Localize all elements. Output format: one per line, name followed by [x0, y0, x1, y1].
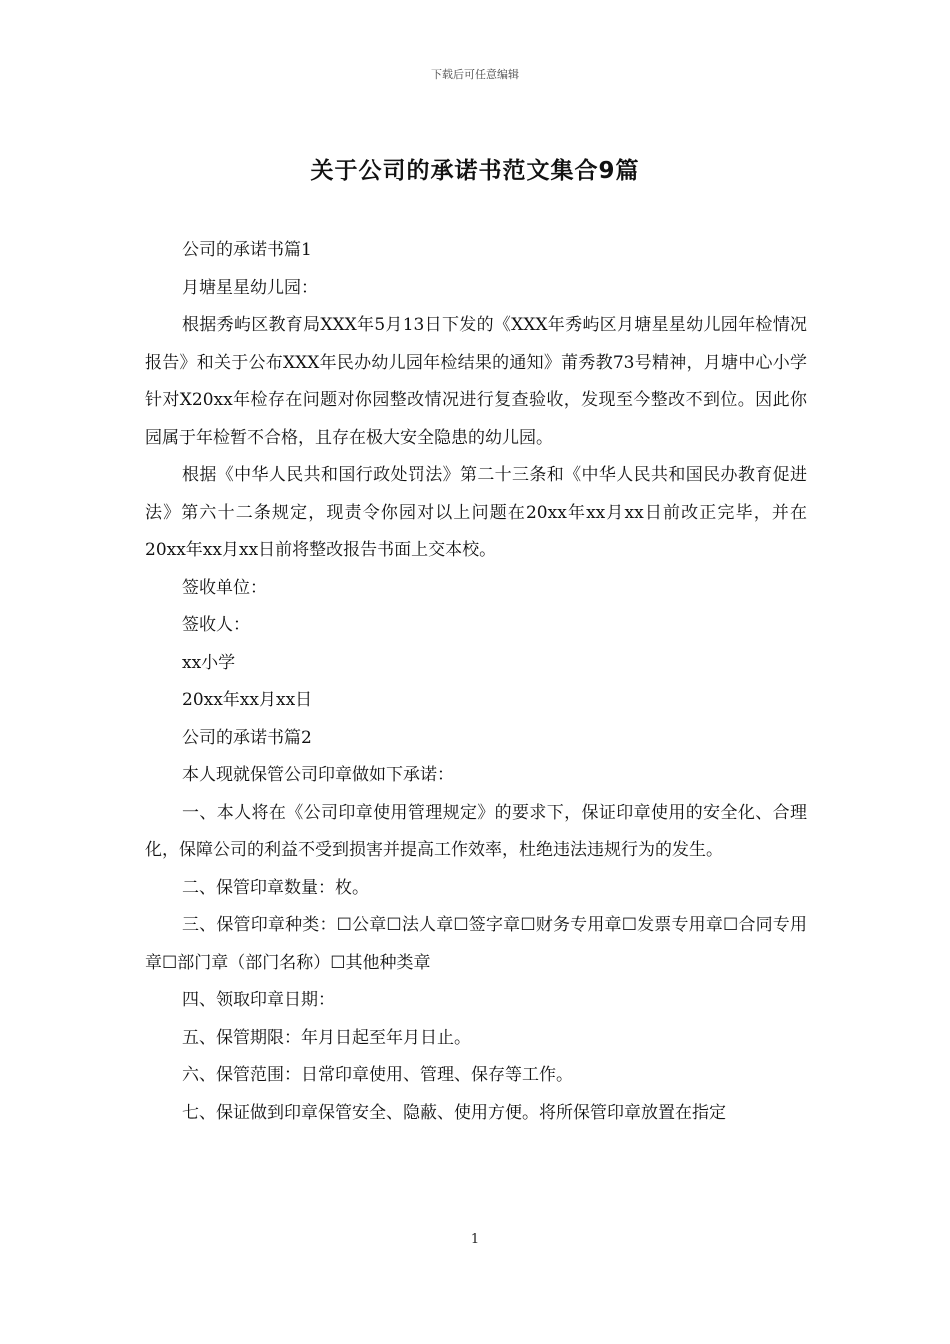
paragraph-heading-1: 公司的承诺书篇1 [182, 240, 312, 260]
paragraph: 五、保管期限：年月日起至年月日止。 [182, 1027, 471, 1048]
signer-line: 签收人： [182, 615, 250, 635]
paragraph-salutation: 月塘星星幼儿园： [182, 277, 318, 298]
paragraph: 一、本人将在《公司印章使用管理规定》的要求下，保证印章使用的安全化、合理化，保障公司的利益不受到损害并提高工作效率，杜绝违法违规行为的发生。 [145, 802, 807, 860]
paragraph: 四、领取印章日期： [182, 990, 335, 1010]
paragraph: 三、保管印章种类：☐公章☐法人章☐签字章☐财务专用章☐发票专用章☐合同专用章☐部门章（部门名称）☐其他种类章 [145, 915, 807, 973]
paragraph: 七、保证做到印章保管安全、隐蔽、使用方便。将所保管印章放置在指定 [182, 1102, 726, 1123]
paragraph: 根据秀屿区教育局XXX年5月13日下发的《XXX年秀屿区月塘星星幼儿园年检情况报告》和关于公布XXX年民办幼儿园年检结果的通知》莆秀教73号精神，月塘中心小学针对X20xx年检存在问题对你园整改情况进行复查验收，发现至今整改不到位。因此你园属于年检暂不合格，且存在极大安全隐患的幼儿园。 [145, 315, 807, 448]
date-line: 20xx年xx月xx日 [182, 690, 313, 710]
school-name-line: xx小学 [182, 652, 236, 673]
paragraph: 六、保管范围：日常印章使用、管理、保存等工作。 [182, 1065, 573, 1085]
page-number: 1 [470, 1232, 480, 1247]
signing-unit-line: 签收单位： [182, 577, 267, 598]
paragraph: 根据《中华人民共和国行政处罚法》第二十三条和《中华人民共和国民办教育促进法》第六十二条规定，现责令你园对以上问题在20xx年xx月xx日前改正完毕，并在20xx年xx月xx日前将整改报告书面上交本校。 [145, 465, 807, 560]
paragraph: 二、保管印章数量：枚。 [182, 877, 369, 898]
paragraph-heading-2: 公司的承诺书篇2 [182, 727, 312, 748]
paragraph: 本人现就保管公司印章做如下承诺： [182, 765, 454, 785]
header-note: 下载后可任意编辑 [431, 68, 519, 81]
document-title: 关于公司的承诺书范文集合9篇 [310, 158, 640, 184]
document-body [145, 232, 807, 1132]
